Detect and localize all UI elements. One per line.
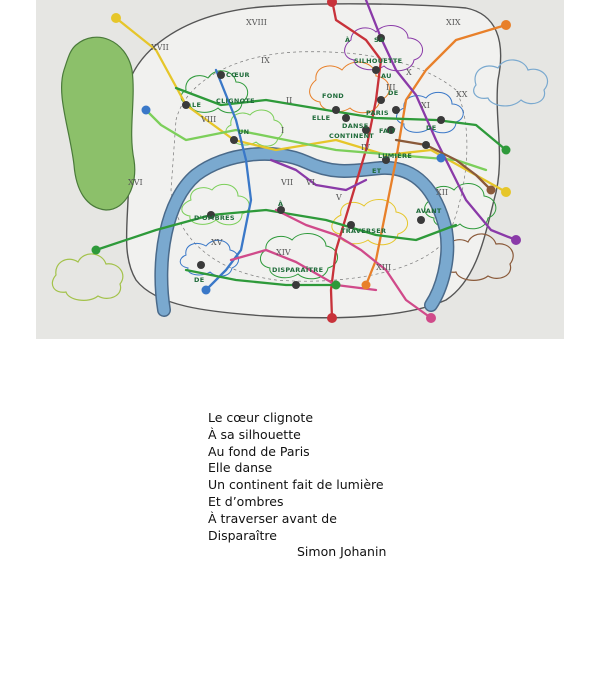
word-avant: AVANT xyxy=(416,207,442,215)
word-fait: FAIT xyxy=(379,127,396,135)
word-disparaitre: DISPARAÎTRE xyxy=(272,266,324,274)
arr-ix: IX xyxy=(261,56,270,65)
word-elle: ELLE xyxy=(312,114,331,122)
poem-author: Simon Johanin xyxy=(297,544,387,560)
word-silhouette: SILHOUETTE xyxy=(354,57,403,65)
arr-viii: VIII xyxy=(201,115,217,124)
poem-line: Un continent fait de lumière xyxy=(208,477,384,493)
word-et: ET xyxy=(372,167,382,175)
arr-ii: II xyxy=(286,96,293,105)
arr-xi: XI xyxy=(421,101,430,110)
bois-de-boulogne xyxy=(62,37,135,210)
arr-xix: XIX xyxy=(446,18,461,27)
poem-line: Disparaître xyxy=(208,527,277,543)
poem-line: À traverser avant de xyxy=(208,510,337,526)
word-un: UN xyxy=(238,128,250,136)
word-sa: SA xyxy=(374,36,385,44)
hand-drawn-metro-map xyxy=(36,0,564,339)
arr-iii: III xyxy=(386,83,396,92)
word-coeur: CŒUR xyxy=(226,71,250,79)
arr-vii: VII xyxy=(281,178,294,187)
word-clignote: CLIGNOTE xyxy=(216,97,255,105)
poem-line: Et d’ombres xyxy=(208,493,284,509)
arr-xvi: XVI xyxy=(128,178,143,187)
word-de-top: DE xyxy=(388,89,399,97)
word-de-bottom: DE xyxy=(194,276,205,284)
arr-xv: XV xyxy=(211,238,223,247)
arr-iv: IV xyxy=(361,143,370,152)
arr-xviii: XVIII xyxy=(246,18,267,27)
poem-line: Au fond de Paris xyxy=(208,443,310,459)
word-dombres: D'OMBRES xyxy=(194,214,235,222)
poem-line: Elle danse xyxy=(208,460,273,476)
arr-vi: VI xyxy=(306,178,315,187)
arr-xx: XX xyxy=(456,90,468,99)
word-de-right: DE xyxy=(426,124,437,132)
word-a: À xyxy=(345,36,351,44)
metro-map-drawing xyxy=(36,0,564,339)
poem-line: À sa silhouette xyxy=(208,426,301,442)
word-danse: DANSE xyxy=(342,122,369,130)
cloud-west xyxy=(52,254,123,300)
word-lumiere: LUMIÈRE xyxy=(378,152,413,160)
arr-v: V xyxy=(336,193,342,202)
arr-xii: XII xyxy=(436,188,449,197)
arr-xiii: XIII xyxy=(376,263,392,272)
arr-xiv: XIV xyxy=(276,248,291,257)
word-a2: À xyxy=(278,200,284,208)
arr-x: X xyxy=(406,68,412,77)
word-paris: PARIS xyxy=(366,109,389,117)
poem xyxy=(208,410,408,561)
arr-i: I xyxy=(281,126,285,135)
word-au: AU xyxy=(381,72,392,80)
arr-xvii: XVII xyxy=(151,43,169,52)
word-traverser: TRAVERSER xyxy=(341,227,387,235)
word-fond: FOND xyxy=(322,92,345,100)
poem-line: Le cœur clignote xyxy=(208,410,314,425)
word-continent: CONTINENT xyxy=(329,132,375,140)
word-le: LE xyxy=(192,101,202,109)
